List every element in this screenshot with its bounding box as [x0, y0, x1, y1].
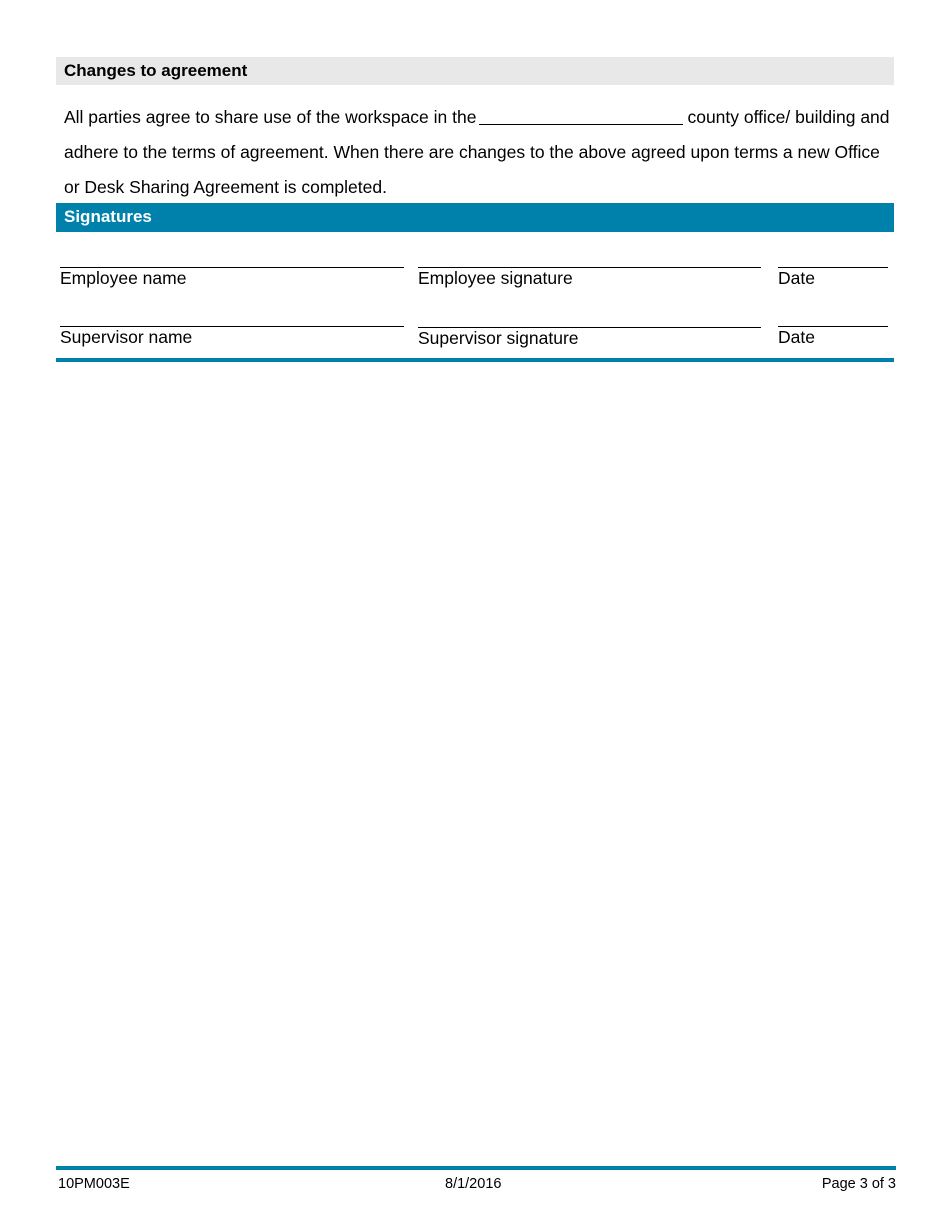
changes-section-heading: Changes to agreement — [64, 61, 248, 80]
employee-signature-label: Employee signature — [418, 268, 573, 288]
changes-section-header — [56, 57, 894, 85]
footer-form-number: 10PM003E — [58, 1176, 130, 1192]
agreement-paragraph — [64, 100, 894, 205]
signatures-bottom-rule — [56, 358, 894, 362]
supervisor-signature-field[interactable] — [418, 327, 761, 348]
signatures-section-header — [56, 203, 894, 232]
employee-name-field[interactable] — [60, 267, 404, 288]
agreement-text-start: All parties agree to share use of the workspace in the — [64, 107, 477, 127]
county-office-blank-field[interactable] — [479, 106, 683, 125]
supervisor-date-label: Date — [778, 327, 815, 347]
supervisor-signature-label: Supervisor signature — [418, 328, 579, 348]
employee-date-label: Date — [778, 268, 815, 288]
employee-name-label: Employee name — [60, 268, 187, 288]
footer-page-number: Page 3 of 3 — [821, 1176, 896, 1192]
employee-date-field[interactable] — [778, 267, 888, 288]
employee-signature-field[interactable] — [418, 267, 761, 288]
footer-rule — [56, 1166, 896, 1170]
supervisor-date-field[interactable] — [778, 326, 888, 347]
footer-date: 8/1/2016 — [445, 1176, 502, 1192]
supervisor-name-field[interactable] — [60, 326, 404, 347]
supervisor-name-label: Supervisor name — [60, 327, 193, 347]
agreement-text-end: county office/ building and adhere to the terms of agreement. When there are changes to the above agreed upon terms a new Office or Desk Sharing Agreement is completed. — [64, 107, 890, 197]
signatures-section-heading: Signatures — [64, 207, 152, 226]
